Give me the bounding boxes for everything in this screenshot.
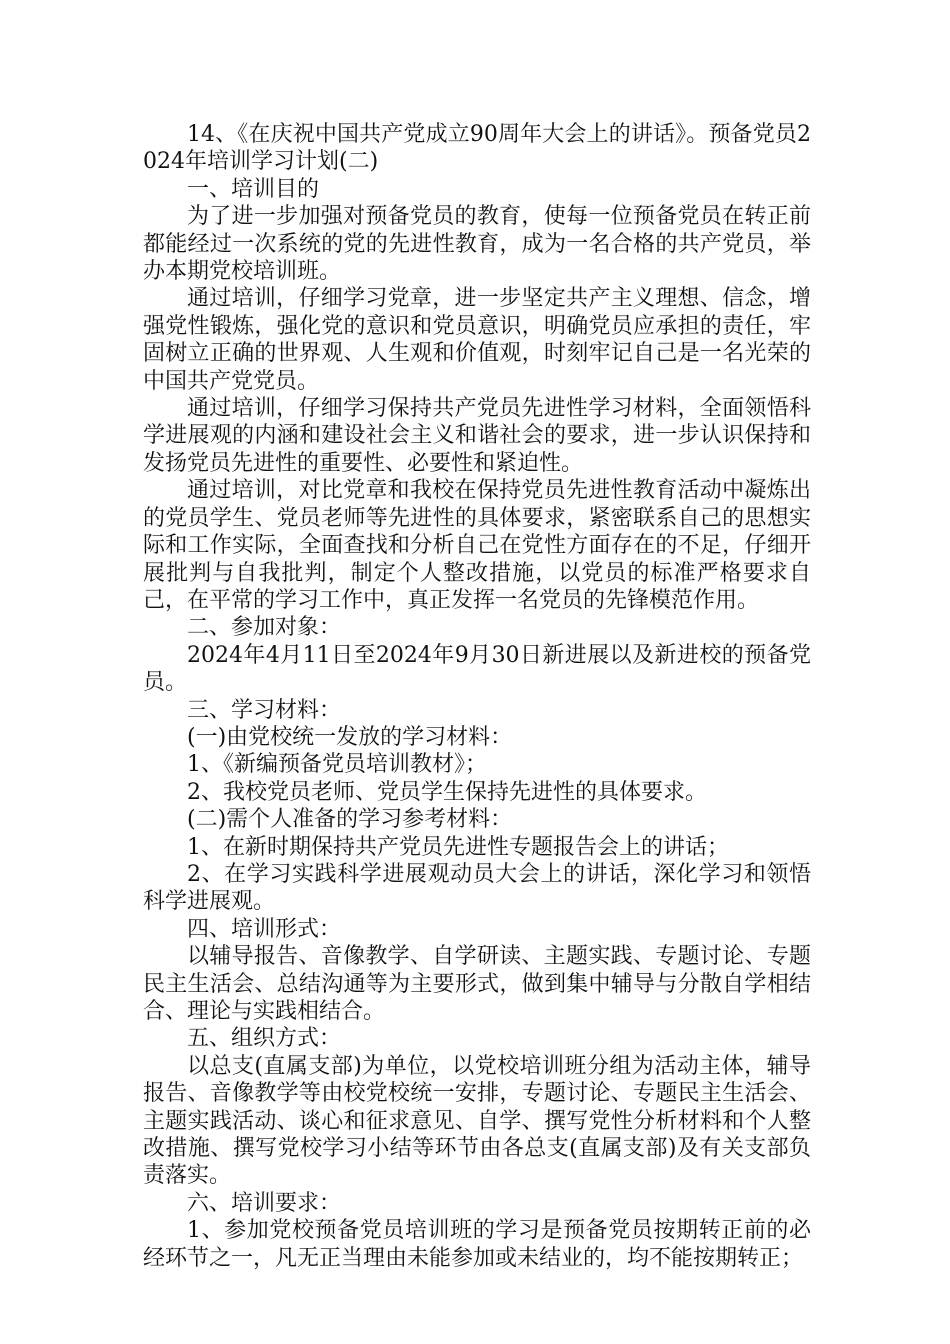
- paragraph: 通过培训，仔细学习保持共产党员先进性学习材料，全面领悟科学进展观的内涵和建设社会主义和谐社会的要求，进一步认识保持和发扬党员先进性的重要性、必要性和紧迫性。: [143, 396, 811, 476]
- section-heading: 一、培训目的: [187, 176, 320, 202]
- paragraph: 14、《在庆祝中国共产党成立90周年大会上的讲话》。预备党员2024年培训学习计划(二): [143, 122, 811, 175]
- paragraph: 通过培训，仔细学习党章，进一步坚定共产主义理想、信念，增强党性锻炼，强化党的意识和党员意识，明确党员应承担的责任，牢固树立正确的世界观、人生观和价值观，时刻牢记自己是一名光荣的中国共产党党员。: [143, 286, 811, 394]
- paragraph: 2024年4月11日至2024年9月30日新进展以及新进校的预备党员。: [143, 642, 811, 696]
- list-item: 1、在新时期保持共产党员先进性专题报告会上的讲话；: [187, 834, 729, 860]
- section-heading: 三、学习材料：: [187, 697, 342, 723]
- list-item: 1、参加党校预备党员培训班的学习是预备党员按期转正前的必经环节之一，凡无正当理由未能参加或未结业的，均不能按期转正；: [143, 1218, 811, 1271]
- subsection-heading: (二)需个人准备的学习参考材料：: [187, 807, 513, 833]
- section-heading: 四、培训形式：: [187, 916, 342, 942]
- section-heading: 五、组织方式：: [187, 1026, 342, 1052]
- list-item: 2、我校党员老师、党员学生保持先进性的具体要求。: [187, 779, 707, 805]
- paragraph: 以辅导报告、音像教学、自学研读、主题实践、专题讨论、专题民主生活会、总结沟通等为主要形式，做到集中辅导与分散自学相结合、理论与实践相结合。: [143, 944, 811, 1024]
- document-body: [143, 121, 811, 1272]
- paragraph: 为了进一步加强对预备党员的教育，使每一位预备党员在转正前都能经过一次系统的党的先进性教育，成为一名合格的共产党员，举办本期党校培训班。: [143, 204, 811, 285]
- paragraph: 以总支(直属支部)为单位，以党校培训班分组为活动主体，辅导报告、音像教学等由校党校统一安排，专题讨论、专题民主生活会、主题实践活动、谈心和征求意见、自学、撰写党性分析材料和个人整改措施、撰写党校学习小结等环节由各总支(直属支部)及有关支部负责落实。: [143, 1053, 811, 1189]
- section-heading: 二、参加对象：: [187, 615, 342, 641]
- subsection-heading: (一)由党校统一发放的学习材料：: [187, 724, 513, 750]
- list-item: 2、在学习实践科学进展观动员大会上的讲话，深化学习和领悟科学进展观。: [143, 861, 811, 915]
- paragraph: 通过培训，对比党章和我校在保持党员先进性教育活动中凝炼出的党员学生、党员老师等先进性的具体要求，紧密联系自己的思想实际和工作实际，全面查找和分析自己在党性方面存在的不足，仔细开展批判与自我批判，制定个人整改措施，以党员的标准严格要求自己，在平常的学习工作中，真正发挥一名党员的先锋模范作用。: [143, 478, 811, 613]
- section-heading: 六、培训要求：: [187, 1190, 342, 1216]
- list-item: 1、《新编预备党员培训教材》；: [187, 752, 487, 778]
